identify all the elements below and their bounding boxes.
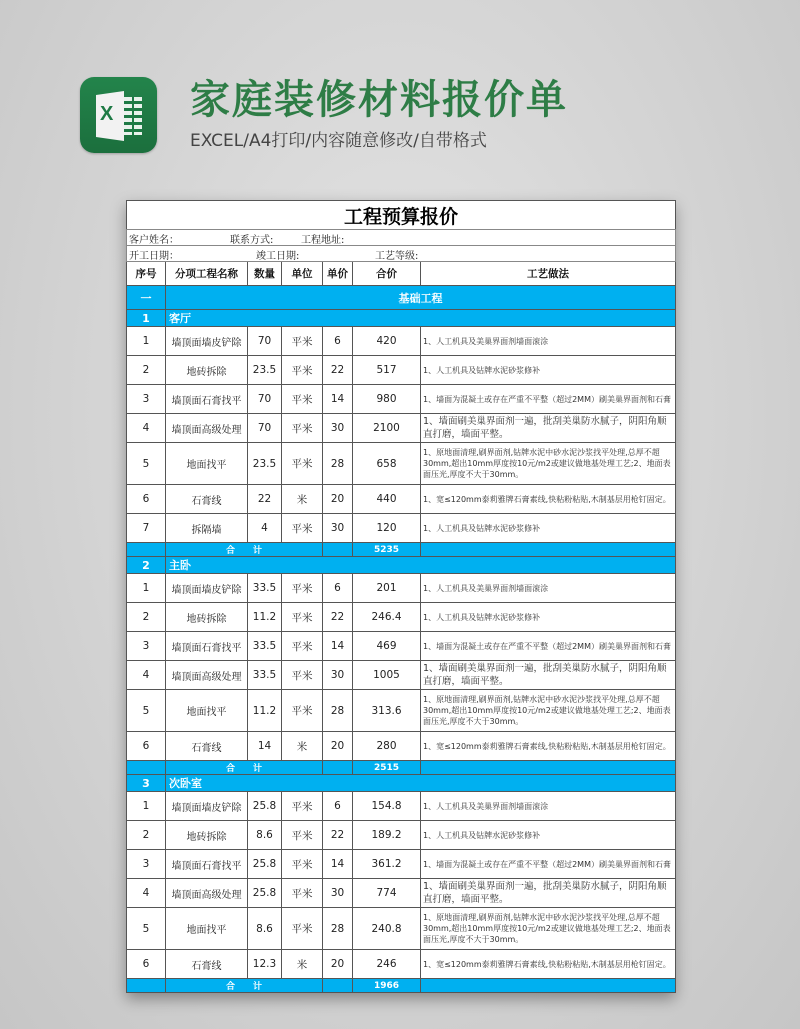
- cell-unit-price: 28: [323, 443, 353, 485]
- cell-total: 774: [353, 879, 421, 908]
- cell-craft: 1、墙面为混凝土或存在严重不平整（超过2MM）刷美巢界面剂和石膏: [421, 385, 676, 414]
- category-name: 基础工程: [166, 286, 676, 310]
- cell-qty: 14: [248, 732, 282, 761]
- cell-seq: 4: [127, 661, 166, 690]
- cell-unit-price: 20: [323, 732, 353, 761]
- cell-total: 313.6: [353, 690, 421, 732]
- cell-total: 246.4: [353, 603, 421, 632]
- start-date-label: 开工日期：: [129, 251, 179, 262]
- cell-unit-price: 20: [323, 485, 353, 514]
- section-name: 客厅: [166, 310, 676, 327]
- cell-craft: 1、人工机具及钻牌水泥砂浆修补: [421, 821, 676, 850]
- table-row: [127, 950, 676, 979]
- cell-item-name: 墙顶面墙皮铲除: [166, 574, 248, 603]
- excel-grid-shape: [124, 97, 142, 135]
- section-seq: 3: [127, 775, 166, 792]
- cell-item-name: 墙顶面墙皮铲除: [166, 327, 248, 356]
- category-row: [127, 286, 676, 310]
- cell-seq: 6: [127, 485, 166, 514]
- cell-total: 420: [353, 327, 421, 356]
- table-row: [127, 385, 676, 414]
- cell-unit-price: 30: [323, 414, 353, 443]
- customer-name-label: 客户姓名：: [129, 235, 179, 246]
- cell-seq: 3: [127, 632, 166, 661]
- col-header-total: 合价: [353, 262, 421, 286]
- cell-unit: 平米: [282, 356, 323, 385]
- cell-unit-price: 14: [323, 632, 353, 661]
- col-header-craft: 工艺做法: [421, 262, 676, 286]
- cell-unit-price: 6: [323, 327, 353, 356]
- cell-unit-price: 20: [323, 950, 353, 979]
- table-row: [127, 514, 676, 543]
- cell-item-name: 地面找平: [166, 908, 248, 950]
- cell-seq: 1: [127, 792, 166, 821]
- cell-item-name: 地面找平: [166, 690, 248, 732]
- finish-date-label: 竣工日期:: [256, 251, 300, 262]
- cell-seq: 4: [127, 414, 166, 443]
- cell-item-name: 石膏线: [166, 732, 248, 761]
- section-seq: 1: [127, 310, 166, 327]
- cell-unit-price: 14: [323, 850, 353, 879]
- cell-seq: 1: [127, 574, 166, 603]
- cell-qty: 70: [248, 385, 282, 414]
- cell-total: 154.8: [353, 792, 421, 821]
- cell-unit: 平米: [282, 879, 323, 908]
- cell-seq: 2: [127, 603, 166, 632]
- cell-unit: 平米: [282, 690, 323, 732]
- cell-craft: 1、宽≤120mm泰莉雅牌石膏素线,快粘粉粘贴,木制基层用枪钉固定。: [421, 732, 676, 761]
- cell-unit: 平米: [282, 603, 323, 632]
- table-row: [127, 821, 676, 850]
- cell-unit-price: 30: [323, 879, 353, 908]
- cell-item-name: 石膏线: [166, 950, 248, 979]
- cell-craft: 1、人工机具及美巢界面剂墙面滚涂: [421, 792, 676, 821]
- cell-qty: 70: [248, 414, 282, 443]
- table-row: [127, 603, 676, 632]
- subtotal-blank: [323, 543, 353, 557]
- cell-item-name: 墙顶面石膏找平: [166, 385, 248, 414]
- subtotal-row: [127, 761, 676, 775]
- cell-craft: 1、墙面刷美巢界面剂一遍，批刮美巢防水腻子，阴阳角顺直打磨，墙面平整。: [421, 879, 676, 908]
- cell-unit: 米: [282, 950, 323, 979]
- subtotal-blank: [421, 979, 676, 993]
- subtotal-blank: [323, 761, 353, 775]
- contact-label: 联系方式:: [230, 235, 274, 246]
- section-row: [127, 775, 676, 792]
- cell-craft: 1、人工机具及钻牌水泥砂浆修补: [421, 603, 676, 632]
- table-row: [127, 908, 676, 950]
- table-row: [127, 879, 676, 908]
- cell-seq: 3: [127, 850, 166, 879]
- cell-craft: 1、墙面刷美巢界面剂一遍，批刮美巢防水腻子，阴阳角顺直打磨，墙面平整。: [421, 661, 676, 690]
- info-row-customer: [127, 230, 676, 246]
- subtotal-blank: [421, 543, 676, 557]
- subtotal-row: [127, 543, 676, 557]
- col-header-qty: 数量: [248, 262, 282, 286]
- cell-total: 280: [353, 732, 421, 761]
- cell-unit-price: 28: [323, 690, 353, 732]
- cell-unit-price: 6: [323, 574, 353, 603]
- cell-craft: 1、人工机具及美巢界面剂墙面滚涂: [421, 327, 676, 356]
- section-row: [127, 557, 676, 574]
- category-seq: 一: [127, 286, 166, 310]
- excel-icon: [80, 77, 157, 153]
- cell-seq: 6: [127, 950, 166, 979]
- cell-total: 469: [353, 632, 421, 661]
- col-header-name: 分项工程名称: [166, 262, 248, 286]
- cell-unit-price: 14: [323, 385, 353, 414]
- page-subtitle: EXCEL/A4打印/内容随意修改/自带格式: [190, 131, 487, 151]
- section-row: [127, 310, 676, 327]
- cell-qty: 23.5: [248, 356, 282, 385]
- cell-unit-price: 30: [323, 661, 353, 690]
- cell-total: 246: [353, 950, 421, 979]
- cell-total: 658: [353, 443, 421, 485]
- cell-unit-price: 30: [323, 514, 353, 543]
- cell-item-name: 墙顶面高级处理: [166, 661, 248, 690]
- page-title: 家庭装修材料报价单: [190, 77, 568, 123]
- table-row: [127, 792, 676, 821]
- cell-unit: 平米: [282, 850, 323, 879]
- cell-qty: 12.3: [248, 950, 282, 979]
- cell-unit: 平米: [282, 574, 323, 603]
- cell-craft: 1、人工机具及美巢界面剂墙面滚涂: [421, 574, 676, 603]
- table-row: [127, 632, 676, 661]
- cell-unit: 平米: [282, 443, 323, 485]
- table-row: [127, 574, 676, 603]
- cell-item-name: 拆隔墙: [166, 514, 248, 543]
- cell-seq: 2: [127, 356, 166, 385]
- cell-seq: 5: [127, 690, 166, 732]
- cell-craft: 1、墙面刷美巢界面剂一遍，批刮美巢防水腻子，阴阳角顺直打磨，墙面平整。: [421, 414, 676, 443]
- cell-qty: 8.6: [248, 908, 282, 950]
- subtotal-value: 2515: [353, 761, 421, 775]
- cell-seq: 4: [127, 879, 166, 908]
- col-header-seq: 序号: [127, 262, 166, 286]
- cell-craft: 1、宽≤120mm泰莉雅牌石膏素线,快粘粉粘贴,木制基层用枪钉固定。: [421, 485, 676, 514]
- subtotal-value: 1966: [353, 979, 421, 993]
- cell-qty: 8.6: [248, 821, 282, 850]
- subtotal-label: 合 计: [166, 979, 323, 993]
- column-header-row: [127, 262, 676, 286]
- cell-seq: 5: [127, 443, 166, 485]
- subtotal-blank: [421, 761, 676, 775]
- cell-craft: 1、原地面清理,刷界面剂,钻牌水泥中砂水泥沙浆找平处理,总厚不超30mm,超出10mm厚度按10元/m2或建议做地基处理工艺;2、地面表面压光,厚度不大于30mm。: [421, 908, 676, 950]
- cell-craft: 1、墙面为混凝土或存在严重不平整（超过2MM）刷美巢界面剂和石膏: [421, 850, 676, 879]
- cell-craft: 1、原地面清理,刷界面剂,钻牌水泥中砂水泥沙浆找平处理,总厚不超30mm,超出10mm厚度按10元/m2或建议做地基处理工艺;2、地面表面压光,厚度不大于30mm。: [421, 690, 676, 732]
- cell-item-name: 墙顶面高级处理: [166, 414, 248, 443]
- subtotal-blank: [127, 543, 166, 557]
- cell-seq: 5: [127, 908, 166, 950]
- cell-craft: 1、人工机具及钻牌水泥砂浆修补: [421, 514, 676, 543]
- spreadsheet: [126, 200, 675, 993]
- table-row: [127, 690, 676, 732]
- cell-qty: 11.2: [248, 603, 282, 632]
- cell-total: 2100: [353, 414, 421, 443]
- subtotal-blank: [127, 979, 166, 993]
- cell-unit: 平米: [282, 908, 323, 950]
- cell-unit: 平米: [282, 821, 323, 850]
- table-row: [127, 661, 676, 690]
- cell-unit: 平米: [282, 327, 323, 356]
- cell-qty: 23.5: [248, 443, 282, 485]
- cell-qty: 33.5: [248, 632, 282, 661]
- cell-total: 980: [353, 385, 421, 414]
- cell-craft: 1、宽≤120mm泰莉雅牌石膏素线,快粘粉粘贴,木制基层用枪钉固定。: [421, 950, 676, 979]
- cell-qty: 70: [248, 327, 282, 356]
- cell-unit-price: 22: [323, 356, 353, 385]
- cell-item-name: 墙顶面墙皮铲除: [166, 792, 248, 821]
- craft-grade-label: 工艺等级:: [375, 251, 419, 262]
- cell-seq: 7: [127, 514, 166, 543]
- cell-qty: 33.5: [248, 574, 282, 603]
- cell-qty: 22: [248, 485, 282, 514]
- col-header-unit: 单位: [282, 262, 323, 286]
- cell-unit-price: 6: [323, 792, 353, 821]
- subtotal-label: 合 计: [166, 543, 323, 557]
- cell-craft: 1、人工机具及钻牌水泥砂浆修补: [421, 356, 676, 385]
- address-label: 工程地址:: [301, 235, 345, 246]
- cell-unit: 平米: [282, 414, 323, 443]
- cell-item-name: 地面找平: [166, 443, 248, 485]
- cell-item-name: 墙顶面石膏找平: [166, 632, 248, 661]
- subtotal-blank: [127, 761, 166, 775]
- excel-letter: X: [100, 103, 114, 125]
- cell-unit: 平米: [282, 385, 323, 414]
- cell-total: 201: [353, 574, 421, 603]
- cell-qty: 11.2: [248, 690, 282, 732]
- quote-table: [126, 200, 676, 993]
- cell-unit-price: 22: [323, 603, 353, 632]
- cell-item-name: 墙顶面石膏找平: [166, 850, 248, 879]
- cell-qty: 4: [248, 514, 282, 543]
- subtotal-row: [127, 979, 676, 993]
- table-row: [127, 850, 676, 879]
- cell-total: 1005: [353, 661, 421, 690]
- cell-craft: 1、墙面为混凝土或存在严重不平整（超过2MM）刷美巢界面剂和石膏: [421, 632, 676, 661]
- cell-seq: 6: [127, 732, 166, 761]
- section-name: 主卧: [166, 557, 676, 574]
- cell-total: 440: [353, 485, 421, 514]
- section-name: 次卧室: [166, 775, 676, 792]
- cell-total: 240.8: [353, 908, 421, 950]
- subtotal-value: 5235: [353, 543, 421, 557]
- cell-qty: 25.8: [248, 850, 282, 879]
- cell-unit: 米: [282, 732, 323, 761]
- cell-unit-price: 28: [323, 908, 353, 950]
- cell-unit: 平米: [282, 792, 323, 821]
- table-row: [127, 443, 676, 485]
- cell-total: 361.2: [353, 850, 421, 879]
- table-row: [127, 356, 676, 385]
- cell-unit: 平米: [282, 514, 323, 543]
- cell-qty: 33.5: [248, 661, 282, 690]
- cell-item-name: 墙顶面高级处理: [166, 879, 248, 908]
- subtotal-blank: [323, 979, 353, 993]
- cell-item-name: 地砖拆除: [166, 603, 248, 632]
- cell-craft: 1、原地面清理,刷界面剂,钻牌水泥中砂水泥沙浆找平处理,总厚不超30mm,超出10mm厚度按10元/m2或建议做地基处理工艺;2、地面表面压光,厚度不大于30mm。: [421, 443, 676, 485]
- cell-seq: 2: [127, 821, 166, 850]
- cell-unit: 平米: [282, 661, 323, 690]
- table-row: [127, 732, 676, 761]
- table-row: [127, 485, 676, 514]
- table-row: [127, 414, 676, 443]
- table-row: [127, 327, 676, 356]
- cell-total: 189.2: [353, 821, 421, 850]
- subtotal-label: 合 计: [166, 761, 323, 775]
- section-seq: 2: [127, 557, 166, 574]
- cell-total: 120: [353, 514, 421, 543]
- cell-qty: 25.8: [248, 879, 282, 908]
- cell-unit-price: 22: [323, 821, 353, 850]
- cell-item-name: 地砖拆除: [166, 356, 248, 385]
- info-row-dates: [127, 246, 676, 262]
- cell-seq: 3: [127, 385, 166, 414]
- cell-seq: 1: [127, 327, 166, 356]
- cell-total: 517: [353, 356, 421, 385]
- sheet-title: 工程预算报价: [127, 201, 676, 230]
- col-header-price: 单价: [323, 262, 353, 286]
- cell-qty: 25.8: [248, 792, 282, 821]
- cell-item-name: 地砖拆除: [166, 821, 248, 850]
- cell-unit: 平米: [282, 632, 323, 661]
- cell-unit: 米: [282, 485, 323, 514]
- cell-item-name: 石膏线: [166, 485, 248, 514]
